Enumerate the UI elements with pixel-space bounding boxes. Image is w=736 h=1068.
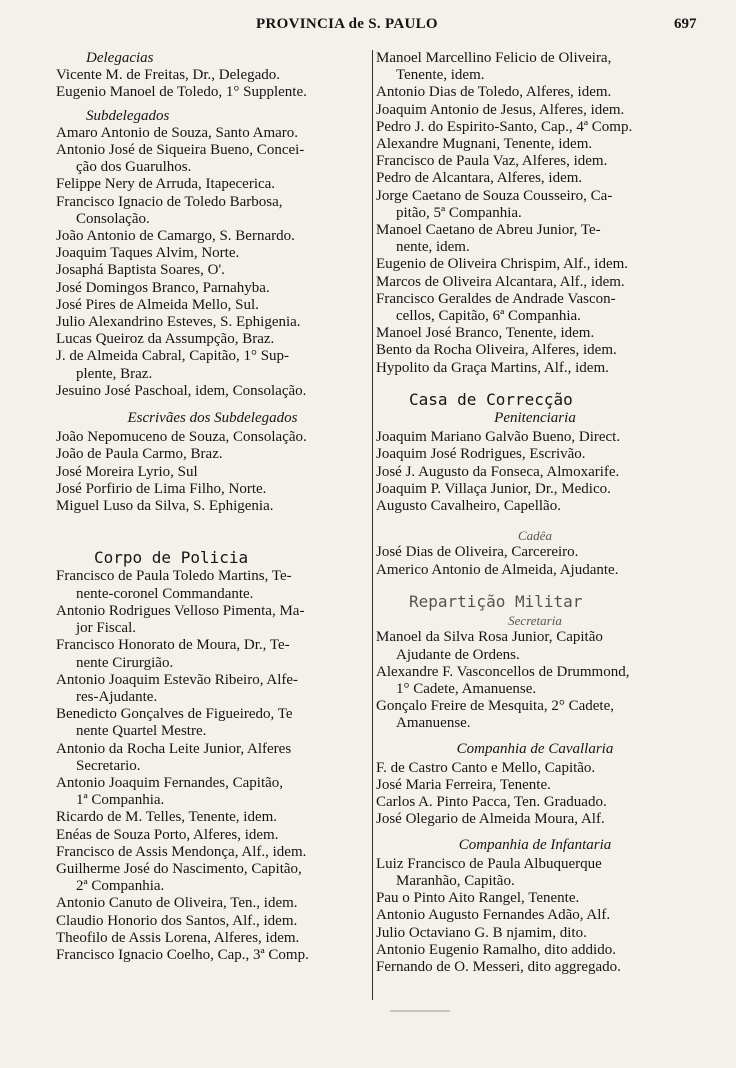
entry-continuation: res-Ajudante. <box>76 688 158 705</box>
entry-line: José Porfirio de Lima Filho, Norte. <box>56 480 267 497</box>
entry-line: José Olegario de Almeida Moura, Alf. <box>376 811 605 828</box>
entry-line: Antonio Eugenio Ramalho, dito addido. <box>376 941 616 958</box>
list-item <box>56 498 369 515</box>
entry-line: José Dias de Oliveira, Carcereiro. <box>376 544 579 561</box>
entry-line: Julio Octaviano G. B njamim, dito. <box>376 924 587 941</box>
list-item <box>376 907 694 924</box>
list-item <box>376 811 694 828</box>
entry-line: Felippe Nery de Arruda, Itapecerica. <box>56 176 276 193</box>
entry-continuation: 1ª Companhia. <box>76 792 165 809</box>
list-item <box>56 245 369 262</box>
entry-line: Theofilo de Assis Lorena, Alferes, idem. <box>56 929 300 946</box>
entry-line: Antonio da Rocha Leite Junior, Alferes <box>56 740 292 757</box>
list-item <box>376 629 694 663</box>
cavallaria-heading: Companhia de Cavallaria <box>456 740 614 757</box>
list-item <box>56 176 369 193</box>
entry-line: Pau o Pinto Aito Rangel, Tenente. <box>376 890 580 907</box>
entry-line: José Domingos Branco, Parnahyba. <box>56 279 270 296</box>
list-item <box>376 856 694 890</box>
list-item <box>376 925 694 942</box>
escrivaes-list <box>56 429 369 515</box>
list-item <box>376 84 694 101</box>
list-item <box>56 446 369 463</box>
entry-line: F. de Castro Canto e Mello, Capitão. <box>376 759 596 776</box>
list-item <box>56 383 369 400</box>
entry-line: Francisco Ignacio de Toledo Barbosa, <box>56 193 283 210</box>
entry-line: Manoel da Silva Rosa Junior, Capitão <box>376 629 603 646</box>
entry-line: Benedicto Gonçalves de Figueiredo, Te <box>56 706 293 723</box>
list-item: Vicente M. de Freitas, Dr., Delegado. <box>56 67 281 84</box>
entry-line: Manoel José Branco, Tenente, idem. <box>376 325 595 342</box>
entry-line: J. de Almeida Cabral, Capitão, 1° Sup- <box>56 348 290 365</box>
list-item <box>56 603 369 637</box>
list-item <box>56 827 369 844</box>
entry-continuation: Secretario. <box>76 757 141 774</box>
entry-line: Amaro Antonio de Souza, Santo Amaro. <box>56 124 299 141</box>
entry-continuation: cellos, Capitão, 6ª Companhia. <box>396 308 581 325</box>
list-item <box>376 794 694 811</box>
left-column <box>56 50 369 964</box>
list-item <box>376 446 694 463</box>
entry-line: Julio Alexandrino Esteves, S. Ephigenia. <box>56 314 301 331</box>
entry-line: Jesuino José Paschoal, idem, Consolação. <box>56 382 307 399</box>
entry-line: Antonio José de Siqueira Bueno, Concei- <box>56 142 305 159</box>
penitenciaria-heading: Penitenciaria <box>494 410 576 427</box>
entry-line: Joaquim Mariano Galvão Bueno, Direct. <box>376 429 621 446</box>
entry-line: Antonio Joaquim Estevão Ribeiro, Alfe- <box>56 671 299 688</box>
page-header <box>0 16 736 40</box>
escrivaes-heading: Escrivães dos Subdelegados <box>127 410 298 427</box>
entry-continuation: 1° Cadete, Amanuense. <box>396 680 537 697</box>
list-item <box>56 348 369 382</box>
entry-continuation: Maranhão, Capitão. <box>396 872 515 889</box>
entry-line: Francisco Geraldes de Andrade Vascon- <box>376 290 616 307</box>
page-number: 697 <box>674 16 697 32</box>
entry-line: Guilherme José do Nascimento, Capitão, <box>56 860 302 877</box>
list-item <box>56 194 369 228</box>
continued-list <box>376 50 694 377</box>
entry-continuation: pitão, 5ª Companhia. <box>396 204 522 221</box>
entry-line: Antonio Canuto de Oliveira, Ten., idem. <box>56 895 298 912</box>
entry-line: Ricardo de M. Telles, Tenente, idem. <box>56 809 278 826</box>
entry-line: Jorge Caetano de Souza Cousseiro, Ca- <box>376 187 613 204</box>
right-column <box>376 50 694 976</box>
list-item <box>56 930 369 947</box>
list-item <box>56 280 369 297</box>
list-item <box>376 562 694 579</box>
ink-mark <box>390 1010 450 1012</box>
entry-line: Carlos A. Pinto Pacca, Ten. Graduado. <box>376 794 607 811</box>
running-title: PROVINCIA de S. PAULO <box>256 16 438 32</box>
entry-line: João de Paula Carmo, Braz. <box>56 446 223 463</box>
entry-line: Alexandre F. Vasconcellos de Drummond, <box>376 663 630 680</box>
entry-line: Claudio Honorio dos Santos, Alf., idem. <box>56 912 298 929</box>
entry-line: Joaquim Taques Alvim, Norte. <box>56 245 240 262</box>
list-item <box>376 119 694 136</box>
list-item <box>376 360 694 377</box>
list-item <box>56 706 369 740</box>
entry-line: Manoel Caetano de Abreu Junior, Te- <box>376 222 601 239</box>
entry-continuation: nente Quartel Mestre. <box>76 723 207 740</box>
entry-line: Augusto Cavalheiro, Capellão. <box>376 498 561 515</box>
subdelegados-list <box>56 125 369 400</box>
column-rule <box>372 50 373 1000</box>
list-item <box>376 102 694 119</box>
entry-line: Josaphá Baptista Soares, O'. <box>56 262 225 279</box>
entry-line: Pedro de Alcantara, Alferes, idem. <box>376 170 583 187</box>
list-item: Eugenio Manoel de Toledo, 1° Supplente. <box>56 84 307 101</box>
entry-continuation: nente-coronel Commandante. <box>76 585 254 602</box>
list-item <box>376 256 694 273</box>
list-item <box>56 844 369 861</box>
penitenciaria-list <box>376 429 694 515</box>
list-item <box>56 741 369 775</box>
entry-continuation: ção dos Guarulhos. <box>76 159 192 176</box>
entry-continuation: plente, Braz. <box>76 365 153 382</box>
list-item <box>376 698 694 732</box>
infantaria-heading: Companhia de Infantaria <box>458 836 612 853</box>
entry-line: Antonio Augusto Fernandes Adão, Alf. <box>376 907 611 924</box>
entry-line: Antonio Joaquim Fernandes, Capitão, <box>56 774 284 791</box>
list-item <box>56 913 369 930</box>
entry-continuation: 2ª Companhia. <box>76 878 165 895</box>
list-item <box>56 262 369 279</box>
list-item <box>56 125 369 142</box>
corpo-heading: Corpo de Policia <box>94 548 249 568</box>
list-item <box>56 142 369 176</box>
list-item <box>376 544 694 561</box>
list-item <box>56 775 369 809</box>
militar-heading: Repartição Militar <box>409 591 583 611</box>
entry-line: Antonio Rodrigues Velloso Pimenta, Ma- <box>56 602 305 619</box>
cadeia-list <box>376 544 694 578</box>
list-item <box>376 942 694 959</box>
entry-line: José Maria Ferreira, Tenente. <box>376 776 551 793</box>
list-item <box>56 314 369 331</box>
entry-line: Bento da Rocha Oliveira, Alferes, idem. <box>376 342 617 359</box>
list-item <box>376 481 694 498</box>
list-item <box>376 664 694 698</box>
list-item <box>56 481 369 498</box>
subdelegados-heading: Subdelegados <box>86 107 170 124</box>
entry-continuation: Consolação. <box>76 210 150 227</box>
list-item <box>376 291 694 325</box>
corpo-list <box>56 568 369 964</box>
entry-line: Joaquim José Rodrigues, Escrivão. <box>376 446 586 463</box>
list-item <box>56 637 369 671</box>
list-item <box>56 861 369 895</box>
list-item <box>376 890 694 907</box>
entry-continuation: nente, idem. <box>396 239 470 256</box>
list-item <box>56 228 369 245</box>
entry-line: Enéas de Souza Porto, Alferes, idem. <box>56 826 279 843</box>
list-item <box>56 947 369 964</box>
entry-line: Alexandre Mugnani, Tenente, idem. <box>376 136 593 153</box>
list-item <box>376 325 694 342</box>
entry-line: Luiz Francisco de Paula Albuquerque <box>376 855 602 872</box>
entry-line: José Moreira Lyrio, Sul <box>56 463 198 480</box>
list-item <box>376 959 694 976</box>
list-item <box>56 568 369 602</box>
entry-continuation: Amanuense. <box>396 715 471 732</box>
entry-line: Francisco Ignacio Coelho, Cap., 3ª Comp. <box>56 946 309 963</box>
entry-line: Manoel Marcellino Felicio de Oliveira, <box>376 50 612 66</box>
entry-line: Francisco Honorato de Moura, Dr., Te- <box>56 637 290 654</box>
entry-line: Hypolito da Graça Martins, Alf., idem. <box>376 359 609 376</box>
list-item <box>376 153 694 170</box>
list-item <box>56 895 369 912</box>
secretaria-heading: Secretaria <box>508 613 562 629</box>
list-item <box>376 50 694 84</box>
cavallaria-list <box>376 760 694 829</box>
entry-line: José Pires de Almeida Mello, Sul. <box>56 296 259 313</box>
list-item <box>56 464 369 481</box>
entry-line: Joaquim P. Villaça Junior, Dr., Medico. <box>376 480 611 497</box>
infantaria-list <box>376 856 694 976</box>
entry-line: João Nepomuceno de Souza, Consolação. <box>56 429 307 446</box>
entry-line: Marcos de Oliveira Alcantara, Alf., idem. <box>376 273 625 290</box>
list-item <box>376 342 694 359</box>
list-item <box>56 331 369 348</box>
entry-line: João Antonio de Camargo, S. Bernardo. <box>56 228 295 245</box>
list-item <box>376 498 694 515</box>
entry-line: Pedro J. do Espirito-Santo, Cap., 4ª Comp. <box>376 118 633 135</box>
entry-continuation: Ajudante de Ordens. <box>396 646 520 663</box>
entry-line: Miguel Luso da Silva, S. Ephigenia. <box>56 498 274 515</box>
entry-line: José J. Augusto da Fonseca, Almoxarife. <box>376 463 620 480</box>
entry-continuation: jor Fiscal. <box>76 620 136 637</box>
list-item <box>376 170 694 187</box>
list-item <box>376 777 694 794</box>
entry-line: Francisco de Assis Mendonça, Alf., idem. <box>56 843 307 860</box>
entry-line: Lucas Queiroz da Assumpção, Braz. <box>56 331 275 348</box>
secretaria-list <box>376 629 694 732</box>
entry-line: Francisco de Paula Vaz, Alferes, idem. <box>376 153 608 170</box>
entry-continuation: nente Cirurgião. <box>76 654 174 671</box>
list-item <box>56 672 369 706</box>
entry-continuation: Tenente, idem. <box>396 67 485 84</box>
list-item <box>376 760 694 777</box>
correccao-heading: Casa de Correcção <box>409 389 573 409</box>
list-item <box>376 136 694 153</box>
list-item <box>376 274 694 291</box>
entry-line: Americo Antonio de Almeida, Ajudante. <box>376 561 619 578</box>
entry-line: Gonçalo Freire de Mesquita, 2° Cadete, <box>376 698 615 715</box>
entry-line: Antonio Dias de Toledo, Alferes, idem. <box>376 84 612 101</box>
cadeia-heading: Cadêa <box>518 528 552 544</box>
list-item <box>56 297 369 314</box>
list-item <box>376 222 694 256</box>
delegacias-heading: Delegacias <box>86 50 154 66</box>
list-item <box>56 429 369 446</box>
entry-line: Fernando de O. Messeri, dito aggregado. <box>376 958 621 975</box>
entry-line: Francisco de Paula Toledo Martins, Te- <box>56 568 292 585</box>
entry-line: Eugenio de Oliveira Chrispim, Alf., idem. <box>376 256 629 273</box>
entry-line: Joaquim Antonio de Jesus, Alferes, idem. <box>376 101 625 118</box>
list-item <box>376 429 694 446</box>
list-item <box>376 464 694 481</box>
list-item <box>56 809 369 826</box>
list-item <box>376 188 694 222</box>
